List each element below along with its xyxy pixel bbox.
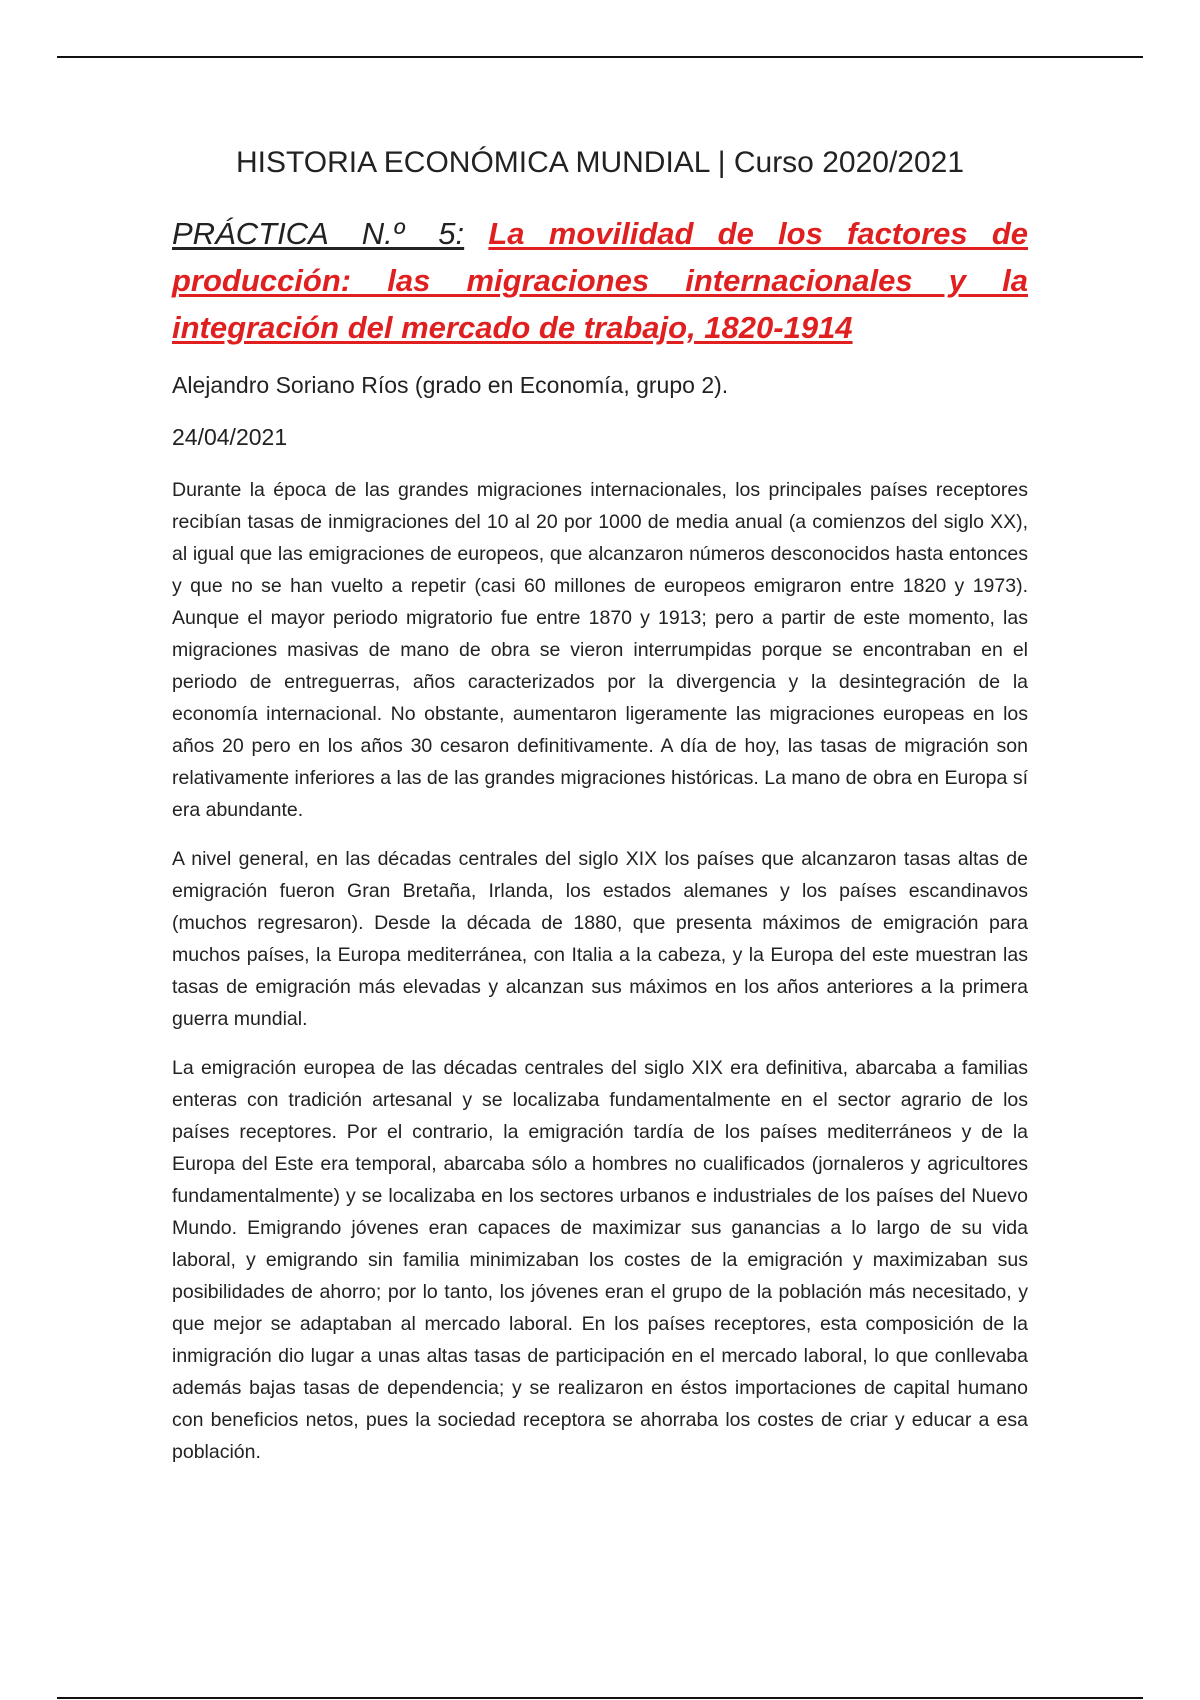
course-header: HISTORIA ECONÓMICA MUNDIAL | Curso 2020/2021 bbox=[235, 146, 965, 179]
paragraph: Durante la época de las grandes migraciones internacionales, los principales países receptores recibían tasas de inmigraciones del 10 al 20 por 1000 de media anual (a comienzos del siglo XX), al igual que las emigraciones de europeos, que alcanzaron números desconocidos hasta entonces y que no se han vuelto a repetir (casi 60 millones de europeos emigraron entre 1820 y 1973). Aunque el mayor periodo migratorio fue entre 1870 y 1913; pero a partir de este momento, las migraciones masivas de mano de obra se vieron interrumpidas porque se encontraban en el periodo de entreguerras, años caracterizados por la divergencia y la desintegración de la economía internacional. No obstante, aumentaron ligeramente las migraciones europeas en los años 20 pero en los años 30 cesaron definitivamente. A día de hoy, las tasas de migración son relativamente inferiores a las de las grandes migraciones históricas. La mano de obra en Europa sí era abundante. bbox=[172, 479, 1028, 821]
header-rule bbox=[57, 56, 1143, 58]
paragraph: La emigración europea de las décadas centrales del siglo XIX era definitiva, abarcaba a familias enteras con tradición artesanal y se localizaba fundamentalmente en el sector agrario de los países receptores. Por el contrario, la emigración tardía de los países mediterráneos y de la Europa del Este era temporal, abarcaba sólo a hombres no cualificados (jornaleros y agricultores fundamentalmente) y se localizaba en los sectores urbanos e industriales de los países del Nuevo Mundo. Emigrando jóvenes eran capaces de maximizar sus ganancias a lo largo de su vida laboral, y emigrando sin familia minimizaban los costes de la emigración y maximizaban sus posibilidades de ahorro; por lo tanto, los jóvenes eran el grupo de la población más necesitado, y que mejor se adaptaban al mercado laboral. En los países receptores, esta composición de la inmigración dio lugar a unas altas tasas de participación en el mercado laboral, lo que conllevaba además bajas tasas de dependencia; y se realizaron en éstos importaciones de capital humano con beneficios netos, pues la sociedad receptora se ahorraba los costes de criar y educar a esa población. bbox=[172, 1057, 1028, 1463]
practice-title bbox=[172, 210, 1028, 351]
practice-label: PRÁCTICA N.º 5: bbox=[172, 216, 465, 251]
footer-rule bbox=[57, 1697, 1143, 1699]
paragraph: A nivel general, en las décadas centrales del siglo XIX los países que alcanzaron tasas altas de emigración fueron Gran Bretaña, Irlanda, los estados alemanes y los países escandinavos (muchos regresaron). Desde la década de 1880, que presenta máximos de emigración para muchos países, la Europa mediterránea, con Italia a la cabeza, y la Europa del este muestran las tasas de emigración más elevadas y alcanzan sus máximos en los años anteriores a la primera guerra mundial. bbox=[172, 848, 1028, 1030]
body-text bbox=[172, 474, 1028, 1485]
practice-topic: La movilidad de los factores de producción: las migraciones internacionales y la integración del mercado de trabajo, 1820-1914 bbox=[172, 216, 1028, 345]
date-line: 24/04/2021 bbox=[172, 424, 288, 450]
author-line: Alejandro Soriano Ríos (grado en Economía, grupo 2). bbox=[172, 372, 729, 398]
